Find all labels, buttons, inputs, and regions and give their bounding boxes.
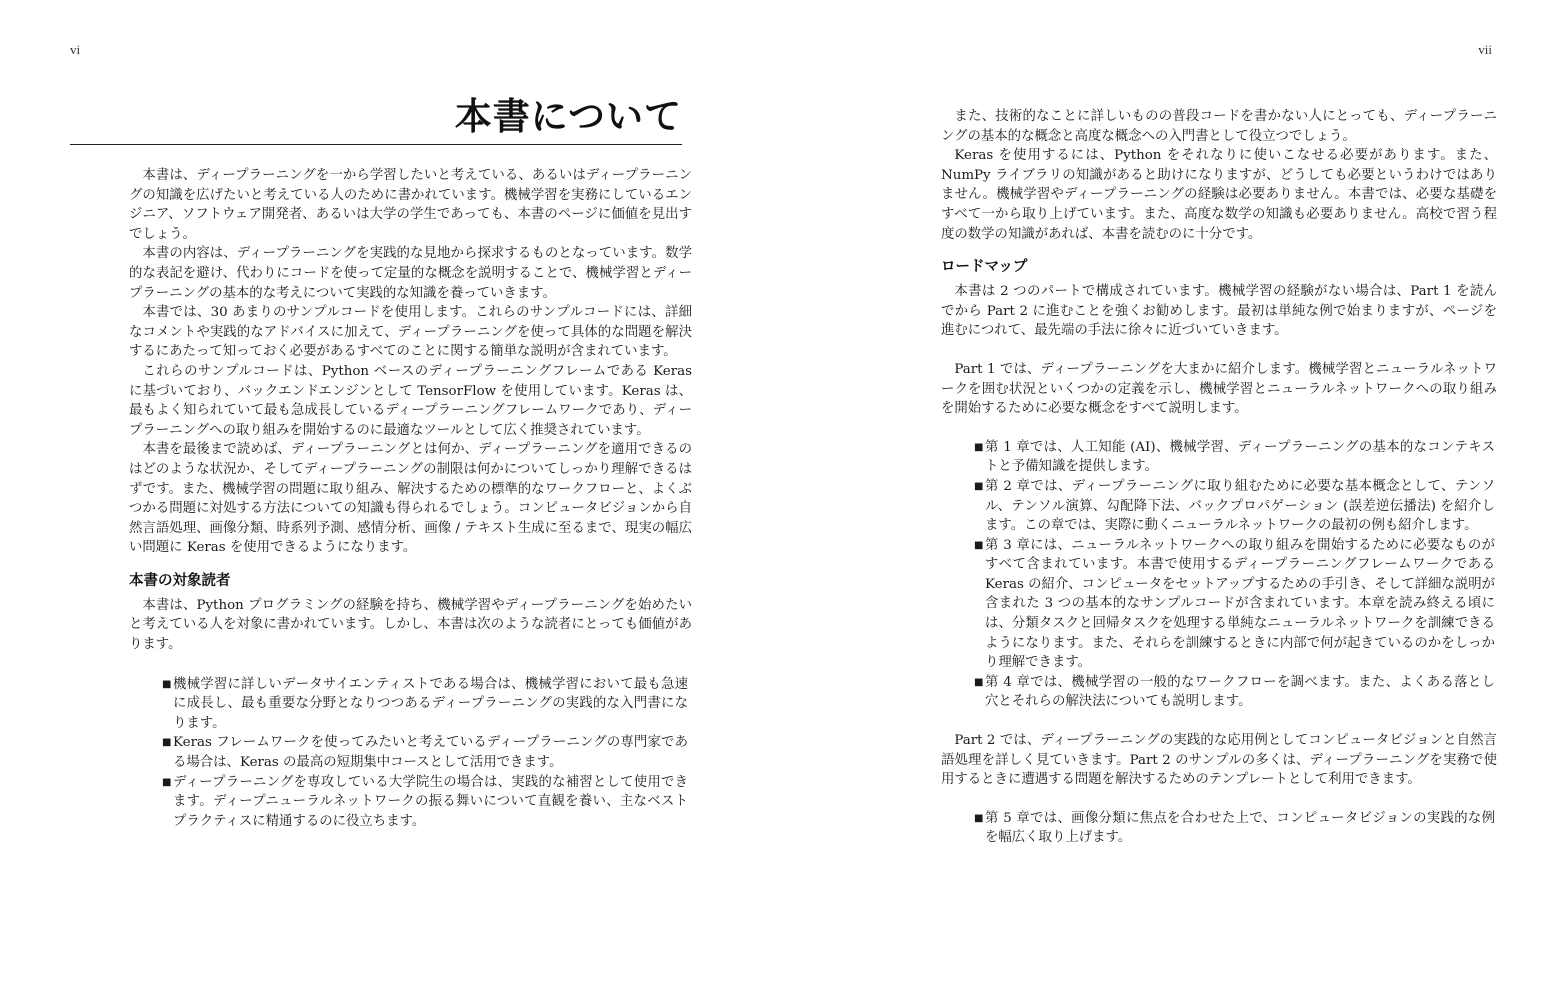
list-item: ■ Keras フレームワークを使ってみたいと考えているディープラーニングの専門家である場合は、Keras の最高の短期集中コースとして活用できます。	[162, 735, 688, 771]
audience-list	[162, 675, 688, 832]
chapter-title: 本書について	[70, 86, 682, 145]
paragraph: Part 2 では、ディープラーニングの実践的な応用例としてコンピュータビジョンと自然言語処理を詳しく見ていきます。Part 2 のサンプルの多くは、ディープラーニングを実務で使用するときに遭遇する問題を解決するためのテンプレートとして利用できます。	[941, 733, 1497, 788]
paragraph: 本書を最後まで読めば、ディープラーニングとは何か、ディープラーニングを適用できるのはどのような状況か、そしてディープラーニングの制限は何かについてしっかり理解できるはずです。また、機械学習の問題に取り組み、解決するための標準的なワークフローと、よくぶつかる問題に対処する方法についての知識も得られるでしょう。コンピュータビジョンから自然言語処理、画像分類、時系列予測、感情分析、画像 / テキスト生成に至るまで、現実の幅広い問題に Keras を使用できるようになります。	[129, 442, 692, 556]
paragraph: また、技術的なことに詳しいものの普段コードを書かない人にとっても、ディープラーニングの基本的な概念と高度な概念への入門書として役立つでしょう。	[941, 109, 1497, 144]
page-number-left: vi	[70, 42, 81, 57]
part1-chapter-list	[974, 438, 1495, 712]
section-heading-roadmap: ロードマップ	[941, 259, 1028, 276]
bullet-icon: ■	[162, 678, 172, 690]
bullet-icon: ■	[162, 776, 172, 788]
bullet-icon: ■	[974, 676, 984, 688]
list-item: ■ ディープラーニングを専攻している大学院生の場合は、実践的な補習として使用できます。ディープニューラルネットワークの振る舞いについて直観を養い、主なベストプラクティスに精通するのに役立ちます。	[162, 774, 688, 829]
bullet-icon: ■	[974, 441, 984, 453]
paragraph: Keras を使用するには、Python をそれなりに使いこなせる必要があります。また、NumPy ライブラリの知識があると助けになりますが、どうしても必要というわけではありません。機械学習やディープラーニングの経験は必要ありません。本書では、必要な基礎をすべて一から取り上げています。また、高度な数学の知識も必要ありません。高校で習う程度の数学の知識があれば、本書を読むのに十分です。	[941, 148, 1497, 242]
paragraph: 本書は、Python プログラミングの経験を持ち、機械学習やディープラーニングを始めたいと考えている人を対象に書かれています。しかし、本書は次のような読者にとっても価値があります。	[129, 597, 692, 653]
bullet-icon: ■	[974, 539, 984, 551]
paragraph: 本書は、ディープラーニングを一から学習したいと考えている、あるいはディープラーニングの知識を広げたいと考えている人のために書かれています。機械学習を実務にしているエンジニア、ソフトウェア開発者、あるいは大学の学生であっても、本書のページに価値を見出すでしょう。	[129, 168, 692, 242]
list-item: ■ 第 1 章では、人工知能 (AI)、機械学習、ディープラーニングの基本的なコンテキストと予備知識を提供します。	[974, 439, 1495, 475]
paragraph: 本書では、30 あまりのサンプルコードを使用します。これらのサンプルコードには、詳細なコメントや実践的なアドバイスに加えて、ディープラーニングを使って具体的な問題を解決するにあたって知っておく必要があるすべてのことに関する簡単な説明が含まれています。	[129, 305, 692, 360]
list-item: ■ 第 2 章では、ディープラーニングに取り組むために必要な基本概念として、テンソル、テンソル演算、勾配降下法、バックプロパゲーション (誤差逆伝播法) を紹介します。この章では、実際に動くニューラルネットワークの最初の例も紹介します。	[974, 478, 1495, 534]
bullet-icon: ■	[162, 737, 172, 749]
bullet-icon: ■	[974, 812, 984, 824]
left-body	[129, 166, 692, 831]
page-number-right: vii	[1478, 42, 1492, 57]
paragraph: これらのサンプルコードは、Python ベースのディープラーニングフレームである Keras に基づいており、バックエンドエンジンとして TensorFlow を使用しています。Keras は、最もよく知られていて最も急成長しているディープラーニングフレームワークであり、ディープラーニングへの取り組みを開始するのに最適なツールとして広く推奨されています。	[129, 363, 692, 438]
bullet-icon: ■	[974, 480, 984, 492]
list-item: ■ 第 4 章では、機械学習の一般的なワークフローを調べます。また、よくある落とし穴とそれらの解決法についても説明します。	[974, 674, 1495, 710]
right-page	[779, 0, 1558, 994]
list-item: ■ 機械学習に詳しいデータサイエンティストである場合は、機械学習において最も急速に成長し、最も重要な分野となりつつあるディープラーニングの実践的な入門書になります。	[162, 676, 688, 731]
paragraph: 本書は 2 つのパートで構成されています。機械学習の経験がない場合は、Part 1 を読んでから Part 2 に進むことを強くお勧めします。最初は単純な例で始まりますが、ページを進むにつれて、最先端の手法に徐々に近づいていきます。	[941, 284, 1497, 339]
list-item: ■ 第 3 章には、ニューラルネットワークへの取り組みを開始するために必要なものがすべて含まれています。本書で使用するディープラーニングフレームワークである Keras の紹介、コンピュータをセットアップするための手引き、そして詳細な説明が含まれた 3 つの基本的なサンプルコードが含まれています。本章を読み終える頃には、分類タスクと回帰タスクを処理する単純なニューラルネットワークを訓練できるようになります。また、それらを訓練するときに内部で何が起きているのかをしっかり理解できます。	[974, 537, 1495, 671]
section-heading-audience: 本書の対象読者	[129, 572, 231, 589]
right-body	[941, 107, 1497, 848]
paragraph: Part 1 では、ディープラーニングを大まかに紹介します。機械学習とニューラルネットワークを囲む状況といくつかの定義を示し、機械学習とニューラルネットワークへの取り組みを開始するために必要な概念をすべて説明します。	[941, 361, 1497, 417]
paragraph: 本書の内容は、ディープラーニングを実践的な見地から探求するものとなっています。数学的な表記を避け、代わりにコードを使って定量的な概念を説明することで、機械学習とディープラーニングの基本的な考えについて実践的な知識を養っていきます。	[129, 246, 692, 301]
list-item: ■ 第 5 章では、画像分類に焦点を合わせた上で、コンピュータビジョンの実践的な例を幅広く取り上げます。	[974, 810, 1495, 846]
part2-chapter-list	[974, 809, 1495, 848]
